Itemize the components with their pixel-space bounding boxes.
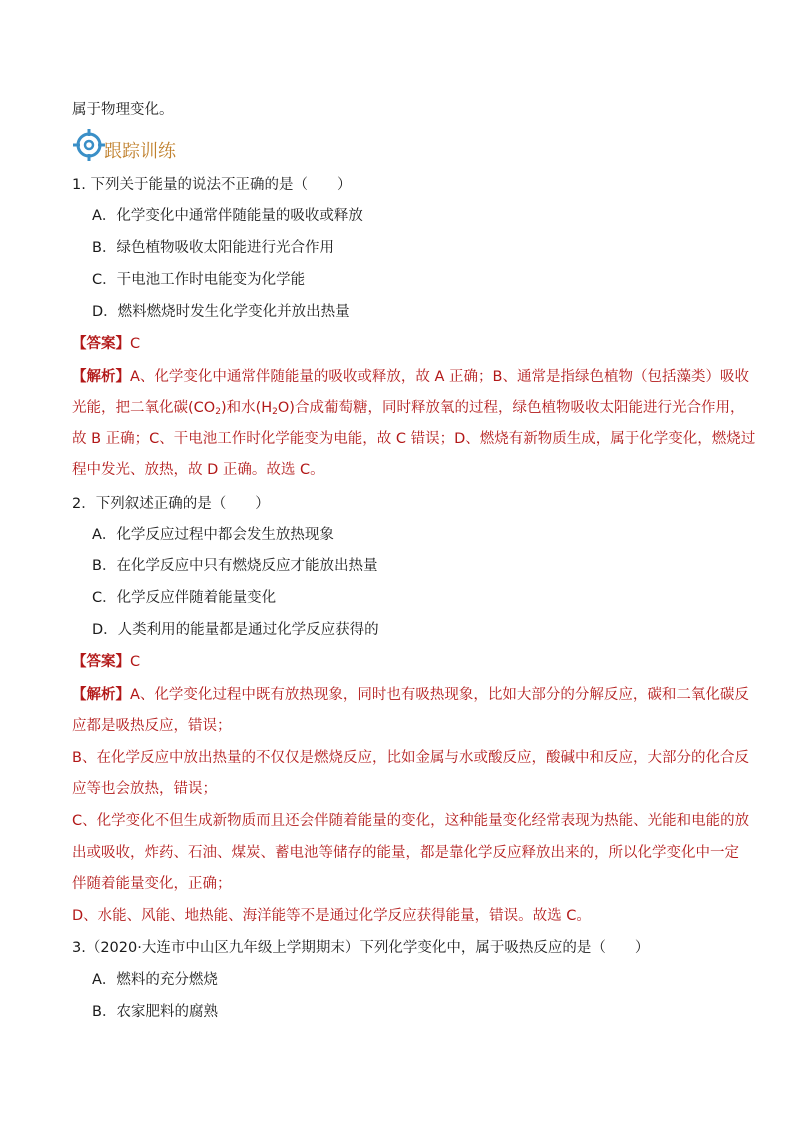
q1-analysis-line-3: 故 B 正确；C、干电池工作时化学能变为电能，故 C 错误；D、燃烧有新物质生成，属于化学变化，燃烧过 — [72, 431, 756, 447]
q2-analysis-line-7: 伴随着能量变化，正确； — [72, 876, 232, 892]
q1-answer-value: C — [130, 336, 141, 352]
q1-analysis-line-2 — [72, 398, 745, 418]
q2-option-a: A．化学反应过程中都会发生放热现象 — [92, 527, 334, 543]
section-header — [72, 128, 312, 168]
q2-analysis-line-3: B、在化学反应中放出热量的不仅仅是燃烧反应，比如金属与水或酸反应，酸碱中和反应，大部分的化合反 — [72, 750, 749, 766]
q2-option-b: B．在化学反应中只有燃烧反应才能放出热量 — [92, 558, 378, 574]
q1-answer-label: 【答案】 — [72, 336, 130, 352]
section-title: 跟踪训练 — [104, 141, 176, 162]
q1-analysis-line-1 — [72, 367, 750, 387]
q2-answer-label: 【答案】 — [72, 654, 130, 670]
q3-option-b: B．农家肥料的腐熟 — [92, 1004, 218, 1020]
q1-answer — [72, 334, 732, 354]
q1-analysis-label: 【解析】 — [72, 369, 130, 385]
q1-analysis-2b: )和水(H — [220, 400, 273, 416]
q1-option-b: B．绿色植物吸收太阳能进行光合作用 — [92, 240, 334, 256]
q1-option-c: C．干电池工作时电能变为化学能 — [92, 272, 306, 288]
q1-analysis-2c: O)合成葡萄糖，同时释放氧的过程，绿色植物吸收太阳能进行光合作用， — [277, 400, 745, 416]
q3-option-a: A．燃料的充分燃烧 — [92, 972, 218, 988]
q1-subscript-co2: 2 — [215, 407, 221, 417]
q2-answer-value: C — [130, 654, 141, 670]
q2-option-c: C．化学反应伴随着能量变化 — [92, 590, 277, 606]
q1-analysis-line-4: 程中发光、放热，故 D 正确。故选 C。 — [72, 462, 325, 478]
q2-stem: 2．下列叙述正确的是（ ） — [72, 496, 270, 512]
q2-analysis-line-2: 应都是吸热反应，错误； — [72, 718, 232, 734]
q2-analysis-line-8: D、水能、风能、地热能、海洋能等不是通过化学反应获得能量，错误。故选 C。 — [72, 908, 591, 924]
q1-option-a: A．化学变化中通常伴随能量的吸收或释放 — [92, 208, 363, 224]
q2-analysis-text-1: A、化学变化过程中既有放热现象，同时也有吸热现象，比如大部分的分解反应，碳和二氧化碳反 — [130, 687, 749, 703]
q2-analysis-line-1 — [72, 685, 749, 705]
q2-answer — [72, 652, 732, 672]
q2-option-d: D．人类利用的能量都是通过化学反应获得的 — [92, 622, 379, 638]
q1-option-d: D．燃料燃烧时发生化学变化并放出热量 — [92, 304, 350, 320]
q2-analysis-line-4: 应等也会放热，错误； — [72, 781, 217, 797]
q2-analysis-line-5: C、化学变化不但生成新物质而且还会伴随着能量的变化，这种能量变化经常表现为热能、光能和电能的放 — [72, 813, 750, 829]
q1-analysis-2a: 光能，把二氧化碳(CO — [72, 400, 216, 416]
intro-text: 属于物理变化。 — [72, 102, 174, 118]
q2-analysis-label: 【解析】 — [72, 687, 130, 703]
q1-subscript-h2o: 2 — [272, 407, 278, 417]
q3-stem: 3.（2020·大连市中山区九年级上学期期末）下列化学变化中，属于吸热反应的是（ ） — [72, 940, 650, 956]
q2-analysis-line-6: 出或吸收，炸药、石油、煤炭、蓄电池等储存的能量，都是靠化学反应释放出来的，所以化学变化中一定 — [72, 845, 739, 861]
q1-stem: 1. 下列关于能量的说法不正确的是（ ） — [72, 177, 352, 193]
target-icon — [72, 128, 106, 162]
q1-analysis-text-1: A、化学变化中通常伴随能量的吸收或释放，故 A 正确；B、通常是指绿色植物（包括藻类）吸收 — [130, 369, 750, 385]
